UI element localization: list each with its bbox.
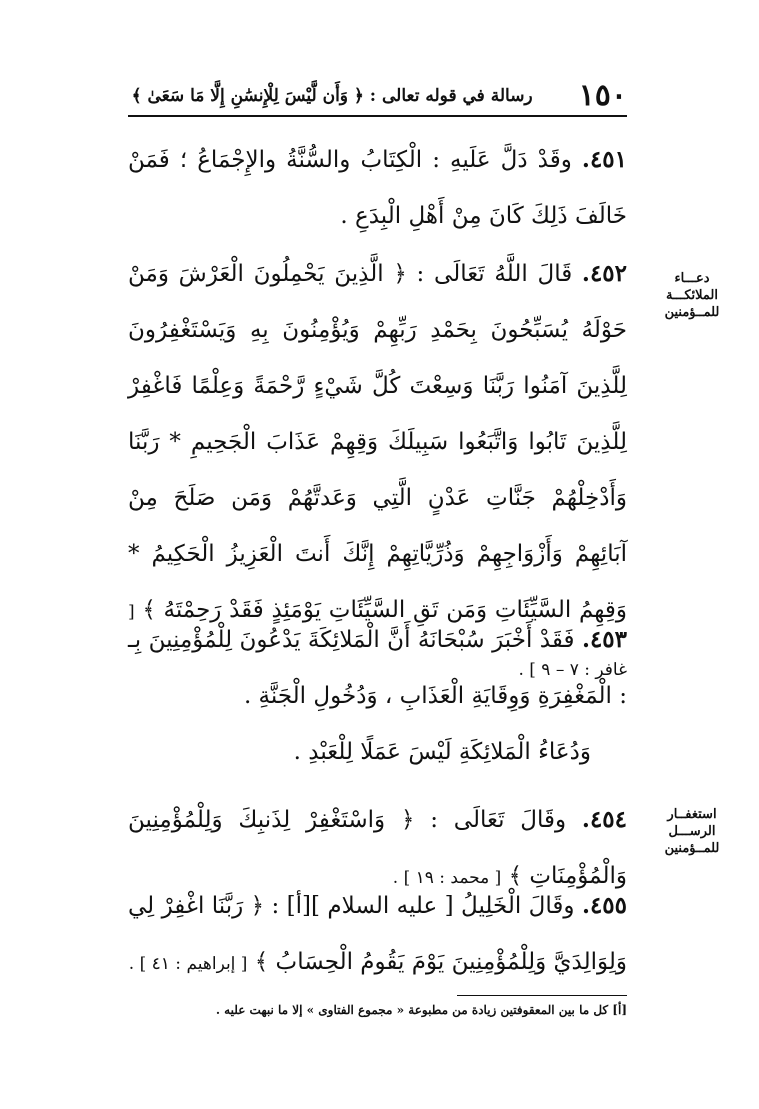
running-header <box>128 78 627 112</box>
paragraph-453-continued <box>128 724 627 780</box>
page-number: ١٥٠ <box>578 77 627 113</box>
paragraph-451 <box>128 132 627 244</box>
paragraph-number: ٤٥٥. <box>581 892 628 919</box>
paragraph-text: وقَالَ الْخَلِيلُ [ عليه السلام ][أ] : ﴿ رَبَّنَا اغْفِرْ لِي وَلِوَالِدَيَّ وَلِلْمُؤْمِنِينَ يَوْمَ يَقُومُ الْحِسَابُ ﴾ <box>128 893 627 975</box>
side-note-angels-prayer: دعـــاء الملائكـــة للمــؤمنين <box>664 271 720 320</box>
paragraph-text: قَالَ اللَّهُ تَعَالَى : ﴿ الَّذِينَ يَحْمِلُونَ الْعَرْشَ وَمَنْ حَوْلَهُ يُسَبِّحُونَ بِحَمْدِ رَبِّهِمْ وَيُؤْمِنُونَ بِهِ وَيَسْتَغْفِرُونَ لِلَّذِينَ آمَنُوا رَبَّنَا وَسِعْتَ كُلَّ شَيْءٍ رَّحْمَةً وَعِلْمًا فَاغْفِرْ لِلَّذِينَ تَابُوا وَاتَّبَعُوا سَبِيلَكَ وَقِهِمْ عَذَابَ الْجَحِيمِ * رَبَّنَا وَأَدْخِلْهُمْ جَنَّاتِ عَدْنٍ الَّتِي وَعَدتَّهُمْ وَمَن صَلَحَ مِنْ آبَائِهِمْ وَأَزْوَاجِهِمْ وَذُرِّيَّاتِهِمْ إِنَّكَ أَنتَ الْعَزِيزُ الْحَكِيمُ * وَقِهِمُ السَّيِّئَاتِ وَمَن تَقِ السَّيِّئَاتِ يَوْمَئِذٍ فَقَدْ رَحِمْتَهُ ﴾ <box>128 261 628 623</box>
side-note-messengers-forgiveness: استغفــار الرســـل للمــؤمنين <box>664 807 720 856</box>
footnote-rule <box>457 995 627 996</box>
verse-reference: [ إبراهيم : ٤١ ] . <box>128 954 248 974</box>
paragraph-text: وَدُعَاءُ الْمَلائِكَةِ لَيْسَ عَمَلًا لِلْعَبْدِ . <box>293 739 591 765</box>
paragraph-number: ٤٥٣. <box>581 626 628 653</box>
verse-reference: [ محمد : ١٩ ] . <box>392 868 502 888</box>
paragraph-text: وقَدْ دَلَّ عَلَيهِ : الْكِتَابُ والسُّنَّةُ والإِجْمَاعُ ؛ فَمَنْ خَالَفَ ذَلِكَ كَانَ مِنْ أَهْلِ الْبِدَعِ . <box>128 147 627 229</box>
paragraph-455 <box>128 878 627 992</box>
paragraph-number: ٤٥٤. <box>581 806 627 833</box>
verse-reference: [ غافر : ٧ – ٩ ] . <box>128 602 627 680</box>
footnote: [أ] كل ما بين المعقوفتين زيادة من مطبوعة « مجموع الفتاوى » إلا ما نبهت عليه . <box>215 1003 627 1017</box>
header-rule <box>128 115 627 117</box>
paragraph-453 <box>128 612 627 724</box>
paragraph-number: ٤٥٢. <box>581 260 627 287</box>
running-title: رسالة في قوله تعالى : ﴿ وَأَن لَّيْسَ لِلْإِنسَٰنِ إِلَّا مَا سَعَىٰ ﴾ <box>131 85 533 106</box>
paragraph-text: وقَالَ تَعَالَى : ﴿ وَاسْتَغْفِرْ لِذَنبِكَ وَلِلْمُؤْمِنِينَ وَالْمُؤْمِنَاتِ ﴾ <box>128 807 627 889</box>
paragraph-number: ٤٥١. <box>581 146 627 173</box>
paragraph-text: فَقَدْ أَخْبَرَ سُبْحَانَهُ أَنَّ الْمَلائِكَةَ يَدْعُونَ لِلْمُؤْمِنِينَ بِـ : الْمَغْفِرَةِ وَوِقَايَةِ الْعَذَابِ ، وَدُخُولِ الْجَنَّةِ . <box>128 627 627 709</box>
